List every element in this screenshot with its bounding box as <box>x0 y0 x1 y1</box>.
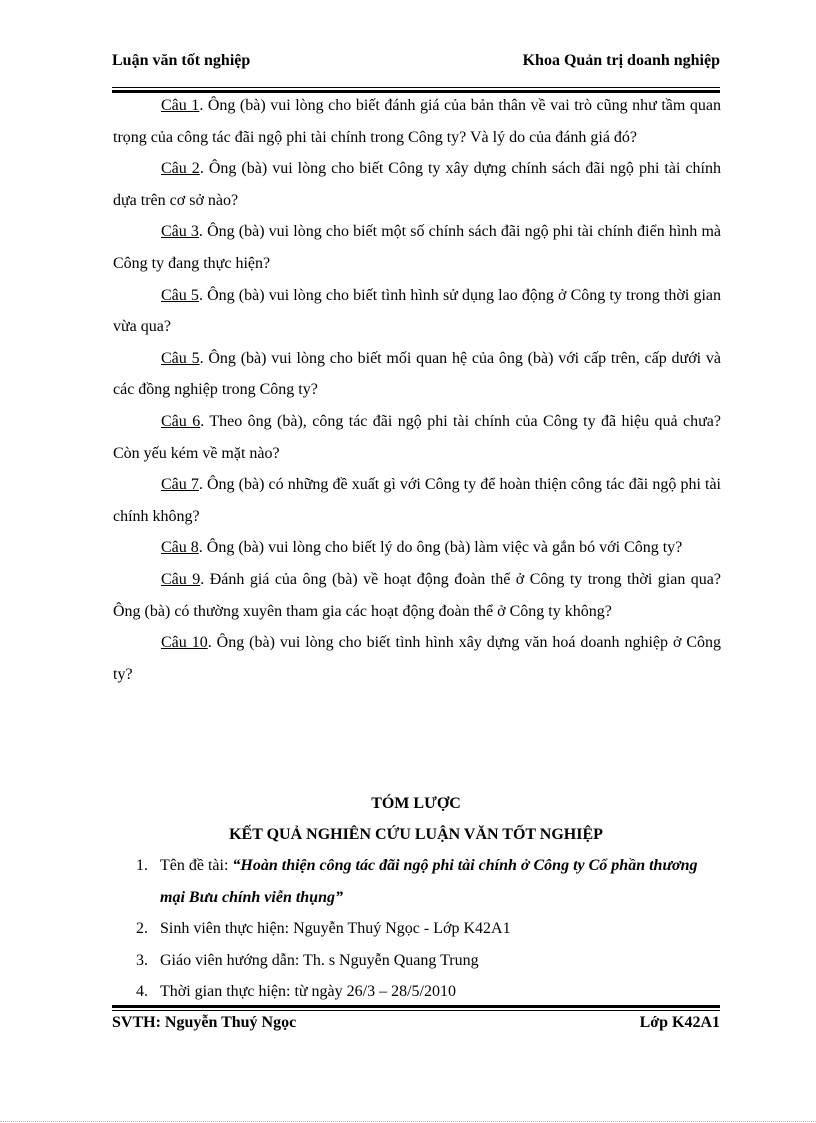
question-item <box>113 280 721 343</box>
summary-item-number: 2. <box>136 920 148 938</box>
question-label: Câu 5 <box>161 286 199 304</box>
question-item <box>113 216 721 279</box>
summary-item-prefix: Tên đề tài: <box>160 857 233 874</box>
question-item <box>113 469 721 532</box>
question-text: . Ông (bà) vui lòng cho biết tình hình sử dụng lao động ở Công ty trong thời gian vừa qua? <box>113 286 722 336</box>
question-text: . Ông (bà) vui lòng cho biết Công ty xây dựng chính sách đãi ngộ phi tài chính dựa trên cơ sở nào? <box>113 160 721 209</box>
page-footer <box>112 1014 720 1038</box>
question-text: . Ông (bà) vui lòng cho biết đánh giá của bản thân về vai trò cũng như tầm quan trọng của công tác đãi ngộ phi tài chính trong Công ty? Và lý do của đánh giá đó? <box>113 97 721 146</box>
summary-item-prefix: Giáo viên hướng dẫn: Th. s Nguyễn Quang Trung <box>160 951 479 969</box>
question-label: Câu 1 <box>161 97 200 114</box>
question-item <box>113 406 721 469</box>
question-item <box>113 532 721 564</box>
questions-list <box>113 90 721 690</box>
question-label: Câu 9 <box>161 570 201 588</box>
footer-rule <box>112 1005 720 1011</box>
summary-heading <box>112 788 720 850</box>
question-label: Câu 10 <box>161 634 208 652</box>
question-text: . Ông (bà) vui lòng cho biết tình hình xây dựng văn hoá doanh nghiệp ở Công ty? <box>113 634 722 683</box>
summary-item-number: 4. <box>136 983 148 1001</box>
question-item <box>113 90 721 153</box>
question-label: Câu 6 <box>161 412 201 430</box>
question-text: . Ông (bà) có những đề xuất gì với Công ty để hoàn thiện công tác đãi ngộ phi tài chính không? <box>113 476 721 525</box>
question-label: Câu 5 <box>161 349 200 367</box>
footer-student-label: SVTH: Nguyễn Thuý Ngọc <box>112 1014 297 1031</box>
page-edge-divider <box>0 1121 816 1122</box>
question-item <box>113 343 721 406</box>
question-label: Câu 3 <box>161 223 199 241</box>
summary-title: TÓM LƯỢC <box>371 795 461 812</box>
question-item <box>113 564 721 627</box>
summary-item <box>112 976 720 1008</box>
header-thesis-label: Luận văn tốt nghiệp <box>112 52 251 69</box>
question-text: . Ông (bà) vui lòng cho biết lý do ông (bà) làm việc và gắn bó với Công ty? <box>198 539 683 557</box>
question-text: . Ông (bà) vui lòng cho biết một số chính sách đãi ngộ phi tài chính điển hình mà Công ty đang thực hiện? <box>113 223 721 272</box>
summary-list <box>112 850 720 1008</box>
summary-item <box>112 913 720 945</box>
question-label: Câu 7 <box>161 476 199 494</box>
question-text: . Theo ông (bà), công tác đãi ngộ phi tài chính của Công ty đã hiệu quả chưa? Còn yếu kém về mặt nào? <box>113 412 722 462</box>
question-label: Câu 8 <box>161 539 199 557</box>
question-text: . Ông (bà) vui lòng cho biết mối quan hệ của ông (bà) với cấp trên, cấp dưới và các đồng nghiệp trong Công ty? <box>113 349 722 399</box>
footer-class-label: Lớp K42A1 <box>639 1014 720 1031</box>
question-item <box>113 627 721 690</box>
header-faculty-label: Khoa Quản trị doanh nghiệp <box>522 52 720 69</box>
summary-item-prefix: Thời gian thực hiện: từ ngày 26/3 – 28/5/2010 <box>160 983 456 1001</box>
thesis-topic: “Hoàn thiện công tác đãi ngộ phi tài chính ở Công ty Cổ phần thương mại Bưu chính viễn thụng” <box>160 857 698 906</box>
summary-item-number: 3. <box>136 951 148 969</box>
question-label: Câu 2 <box>161 160 200 178</box>
question-text: . Đánh giá của ông (bà) về hoạt động đoàn thể ở Công ty trong thời gian qua? Ông (bà) có thường xuyên tham gia các hoạt động đoàn thể ở Công ty không? <box>113 570 721 620</box>
summary-item <box>112 945 720 977</box>
summary-item-number: 1. <box>136 857 148 874</box>
page-header <box>112 52 720 76</box>
question-item <box>113 153 721 216</box>
summary-item-prefix: Sinh viên thực hiện: Nguyễn Thuý Ngọc - Lớp K42A1 <box>160 920 511 938</box>
summary-subtitle: KẾT QUẢ NGHIÊN CỨU LUẬN VĂN TỐT NGHIỆP <box>229 826 603 843</box>
summary-item <box>112 850 720 913</box>
